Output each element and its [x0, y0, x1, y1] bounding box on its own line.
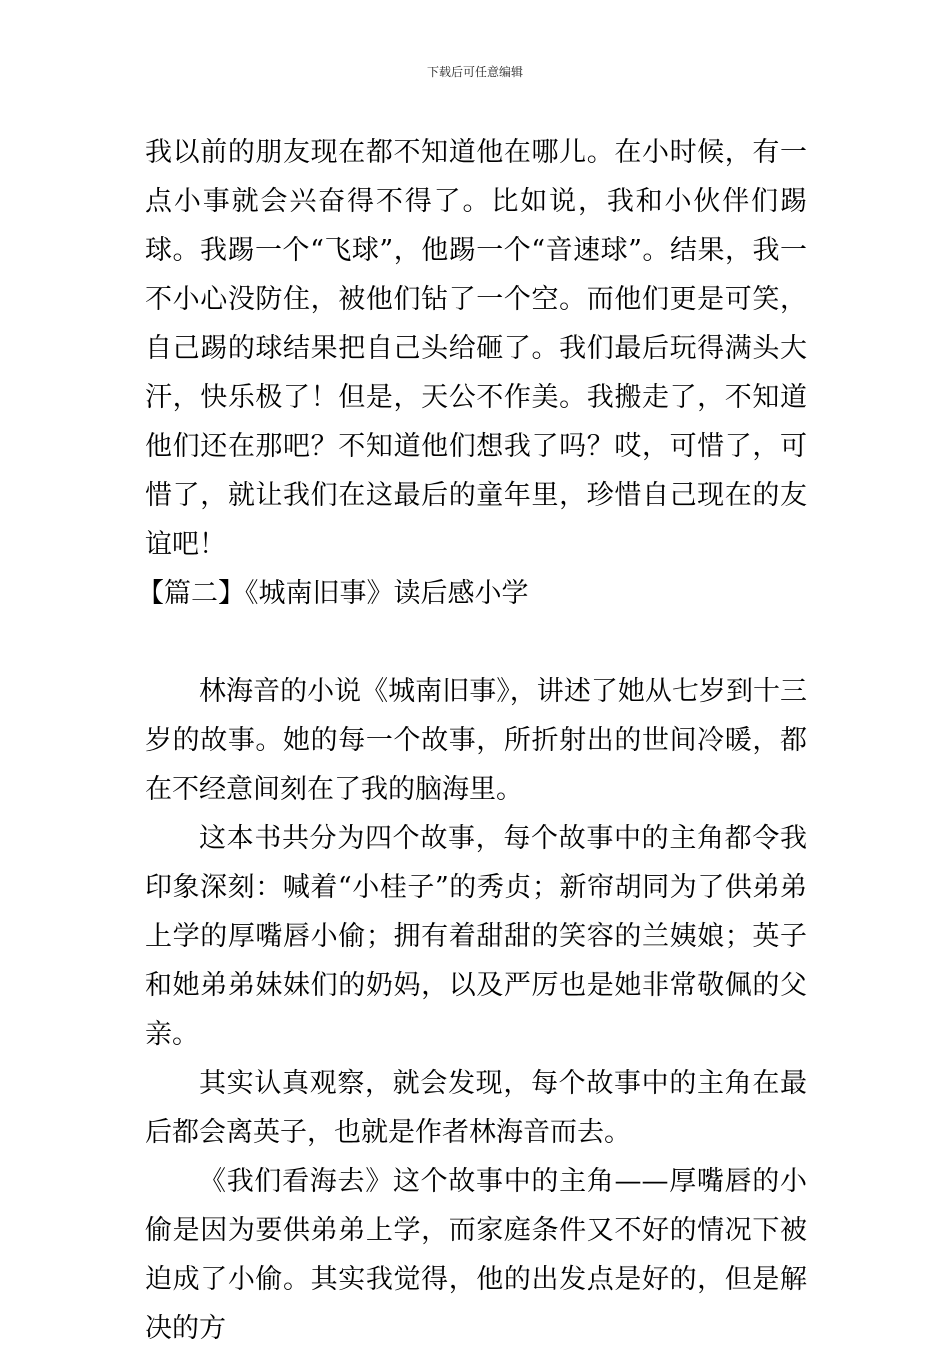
paragraph-1: 我以前的朋友现在都不知道他在哪儿。在小时候，有一点小事就会兴奋得不得了。比如说，我和小伙伴们踢球。我踢一个“飞球”，他踢一个“音速球”。结果，我一不小心没防住，被他们钻了一个空。而他们更是可笑，自己踢的球结果把自己头给砸了。我们最后玩得满头大汗，快乐极了！但是，天公不作美。我搬走了，不知道他们还在那吧？不知道他们想我了吗？哎，可惜了，可惜了，就让我们在这最后的童年里，珍惜自己现在的友谊吧！	[145, 137, 807, 560]
paragraph-2: 林海音的小说《城南旧事》，讲述了她从七岁到十三岁的故事。她的每一个故事，所折射出的世间冷暖，都在不经意间刻在了我的脑海里。	[145, 676, 807, 805]
paragraph-4: 其实认真观察，就会发现，每个故事中的主角在最后都会离英子，也就是作者林海音而去。	[145, 1068, 807, 1148]
page-header: 下载后可任意编辑	[426, 65, 523, 79]
section-heading: 【篇二】《城南旧事》读后感小学	[137, 578, 529, 609]
document-body	[137, 128, 807, 1353]
paragraph-5: 《我们看海去》这个故事中的主角——厚嘴唇的小偷是因为要供弟弟上学，而家庭条件又不好的情况下被迫成了小偷。其实我觉得，他的出发点是好的，但是解决的方	[145, 1166, 807, 1344]
paragraph-3: 这本书共分为四个故事，每个故事中的主角都令我印象深刻：喊着“小桂子”的秀贞；新帘胡同为了供弟弟上学的厚嘴唇小偷；拥有着甜甜的笑容的兰姨娘；英子和她弟弟妹妹们的奶妈，以及严厉也是她非常敬佩的父亲。	[145, 823, 807, 1050]
blank-line	[145, 618, 807, 667]
